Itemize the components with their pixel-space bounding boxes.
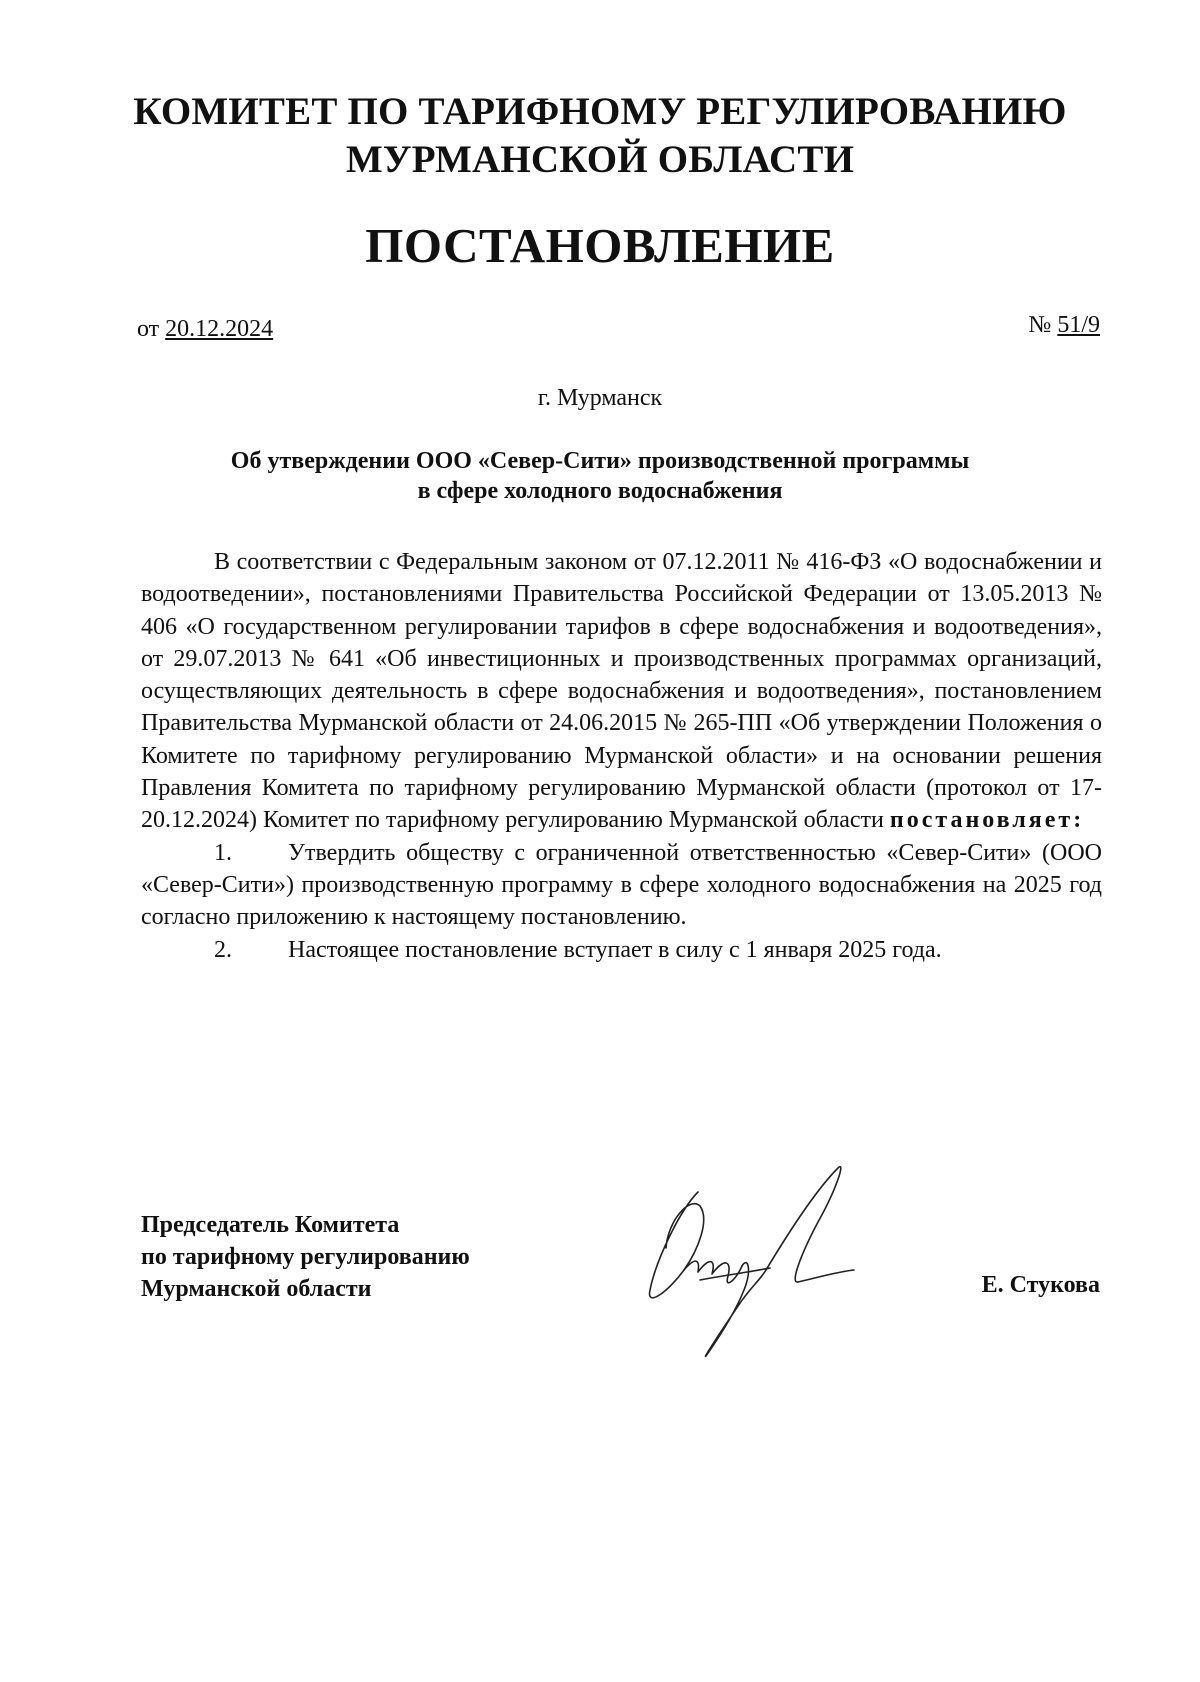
subject-line-1: Об утверждении ООО «Север-Сити» производственной программы [230,448,970,474]
signer-title-line-1: Председатель Комитета [141,1212,400,1238]
number-prefix: № [1028,312,1058,338]
list-item [141,934,1102,966]
organization-title [100,88,1100,184]
document-body [141,546,1102,966]
organization-title-line-2: МУРМАНСКОЙ ОБЛАСТИ [345,138,855,181]
preamble-text: В соответствии с Федеральным законом от 07.12.2011 № 416-ФЗ «О водоснабжении и водоотведении», постановлениями Правительства Российской Федерации от 13.05.2013 № 406 «О государственном регулировании тарифов в сфере водоснабжения и водоотведения», от 29.07.2013 № 641 «Об инвестиционных и производственных программах организаций, осуществляющих деятельность в сфере водоснабжения и водоотведения», постановлением Правительства Мурманской области от 24.06.2015 № 265-ПП «Об утверждении Положения о Комитете по тарифному регулированию Мурманской области» и на основании решения Правления Комитета по тарифному регулированию Мурманской области (протокол от 17-20.12.2024) Комитет по тарифному регулированию Мурманской области [141,549,1102,834]
document-date [137,316,273,343]
list-item-number: 2. [214,936,232,963]
date-value: 20.12.2024 [165,316,274,342]
date-prefix: от [137,316,166,342]
list-item [141,837,1102,934]
document-type: ПОСТАНОВЛЕНИЕ [365,218,835,273]
document-subject [130,446,1070,506]
decree-word: постановляет: [889,807,1085,834]
list-item-number: 1. [214,839,232,866]
document-number [1028,312,1100,339]
signer-name: Е. Стукова [981,1272,1100,1298]
signer-title [141,1209,470,1305]
document-city: г. Мурманск [537,385,663,411]
handwritten-signature-icon [640,1160,870,1360]
signer-title-line-3: Мурманской области [141,1276,372,1302]
preamble-paragraph [141,546,1102,837]
list-item-text: Настоящее постановление вступает в силу с 1 января 2025 года. [288,936,942,963]
signer-title-line-2: по тарифному регулированию [141,1244,470,1270]
number-value: 51/9 [1057,312,1100,338]
organization-title-line-1: КОМИТЕТ ПО ТАРИФНОМУ РЕГУЛИРОВАНИЮ [133,90,1067,133]
subject-line-2: в сфере холодного водоснабжения [417,478,783,504]
list-item-text: Утвердить обществу с ограниченной ответственностью «Север-Сити» (ООО «Север-Сити») производственную программу в сфере холодного водоснабжения на 2025 год согласно приложению к настоящему постановлению. [141,839,1102,931]
